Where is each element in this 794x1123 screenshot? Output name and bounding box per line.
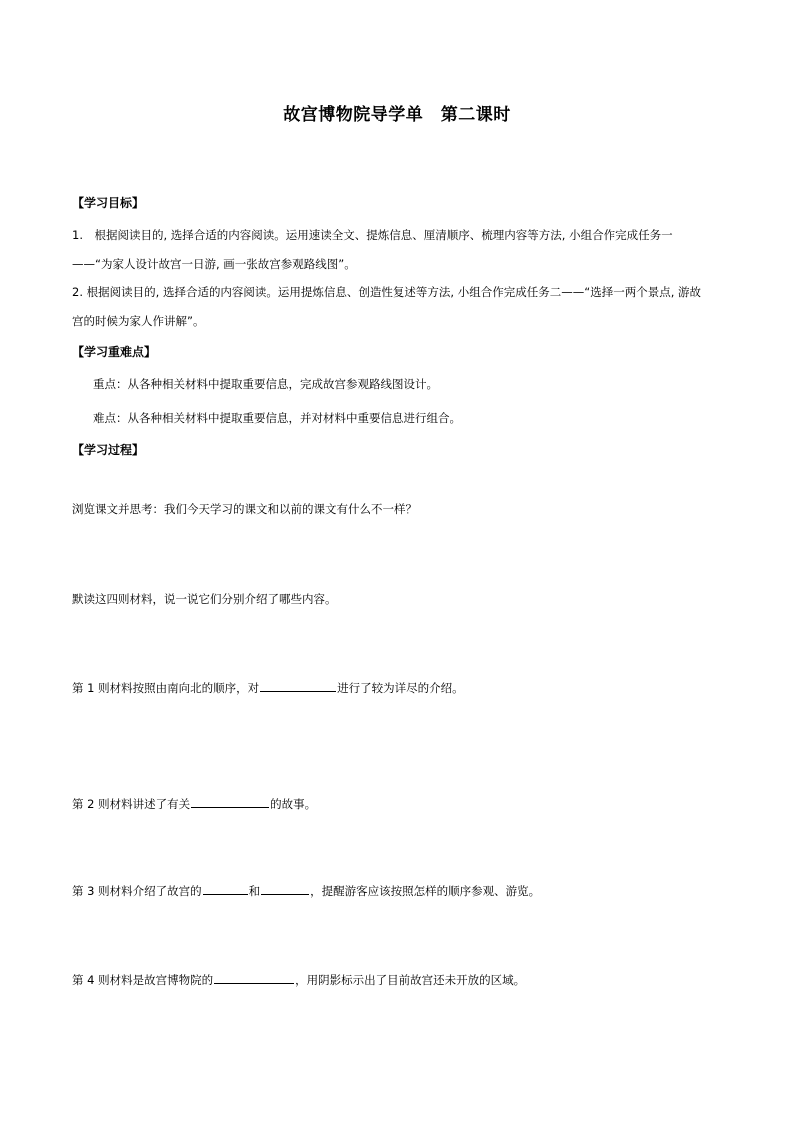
process-heading: 【学习过程】 <box>72 443 145 457</box>
material-3-text-after: ，提醒游客应该按照怎样的顺序参观、游览。 <box>310 884 541 898</box>
keypoints-heading: 【学习重难点】 <box>72 345 157 359</box>
question-2: 默读这四则材料，说一说它们分别介绍了哪些内容。 <box>72 592 337 606</box>
page-title: 故宫博物院导学单 第二课时 <box>283 105 511 125</box>
material-1-text-after: 进行了较为详尽的介绍。 <box>337 681 464 695</box>
material-3-blank-1[interactable] <box>203 882 248 895</box>
goal-2-line-1: 2. 根据阅读目的, 选择合适的内容阅读。运用提炼信息、创造性复述等方法, 小组合作完成任务二——“选择一两个景点, 游故 <box>72 285 702 299</box>
material-2-blank[interactable] <box>191 795 269 808</box>
question-1: 浏览课文并思考：我们今天学习的课文和以前的课文有什么不一样？ <box>72 502 417 516</box>
goals-heading: 【学习目标】 <box>72 196 145 210</box>
material-3-text-before: 第 3 则材料介绍了故宫的 <box>72 884 202 898</box>
material-1-sentence <box>72 679 732 696</box>
material-4-text-after: ，用阴影标示出了目前故宫还未开放的区域。 <box>295 973 526 987</box>
goal-2-line-2: 宫的时候为家人作讲解”。 <box>72 314 205 328</box>
material-2-text-after: 的故事。 <box>270 797 317 811</box>
material-1-blank[interactable] <box>260 679 336 692</box>
material-1-text-before: 第 1 则材料按照由南向北的顺序，对 <box>72 681 260 695</box>
key-point: 重点：从各种相关材料中提取重要信息，完成故宫参观路线图设计。 <box>93 377 438 391</box>
goal-1-line-2: ——“为家人设计故宫一日游, 画一张故宫参观路线图”。 <box>72 257 356 271</box>
material-2-text-before: 第 2 则材料讲述了有关 <box>72 797 191 811</box>
material-3-blank-2[interactable] <box>261 882 309 895</box>
material-4-sentence <box>72 971 732 988</box>
goal-1-line-1: 1. 根据阅读目的, 选择合适的内容阅读。运用速读全文、提炼信息、厘清顺序、梳理内容等方法, 小组合作完成任务一 <box>72 228 673 242</box>
material-2-sentence <box>72 795 732 812</box>
material-3-text-middle: 和 <box>248 884 261 898</box>
difficult-point: 难点：从各种相关材料中提取重要信息，并对材料中重要信息进行组合。 <box>93 411 461 425</box>
material-4-text-before: 第 4 则材料是故宫博物院的 <box>72 973 214 987</box>
material-4-blank[interactable] <box>214 971 294 984</box>
material-3-sentence <box>72 882 732 899</box>
